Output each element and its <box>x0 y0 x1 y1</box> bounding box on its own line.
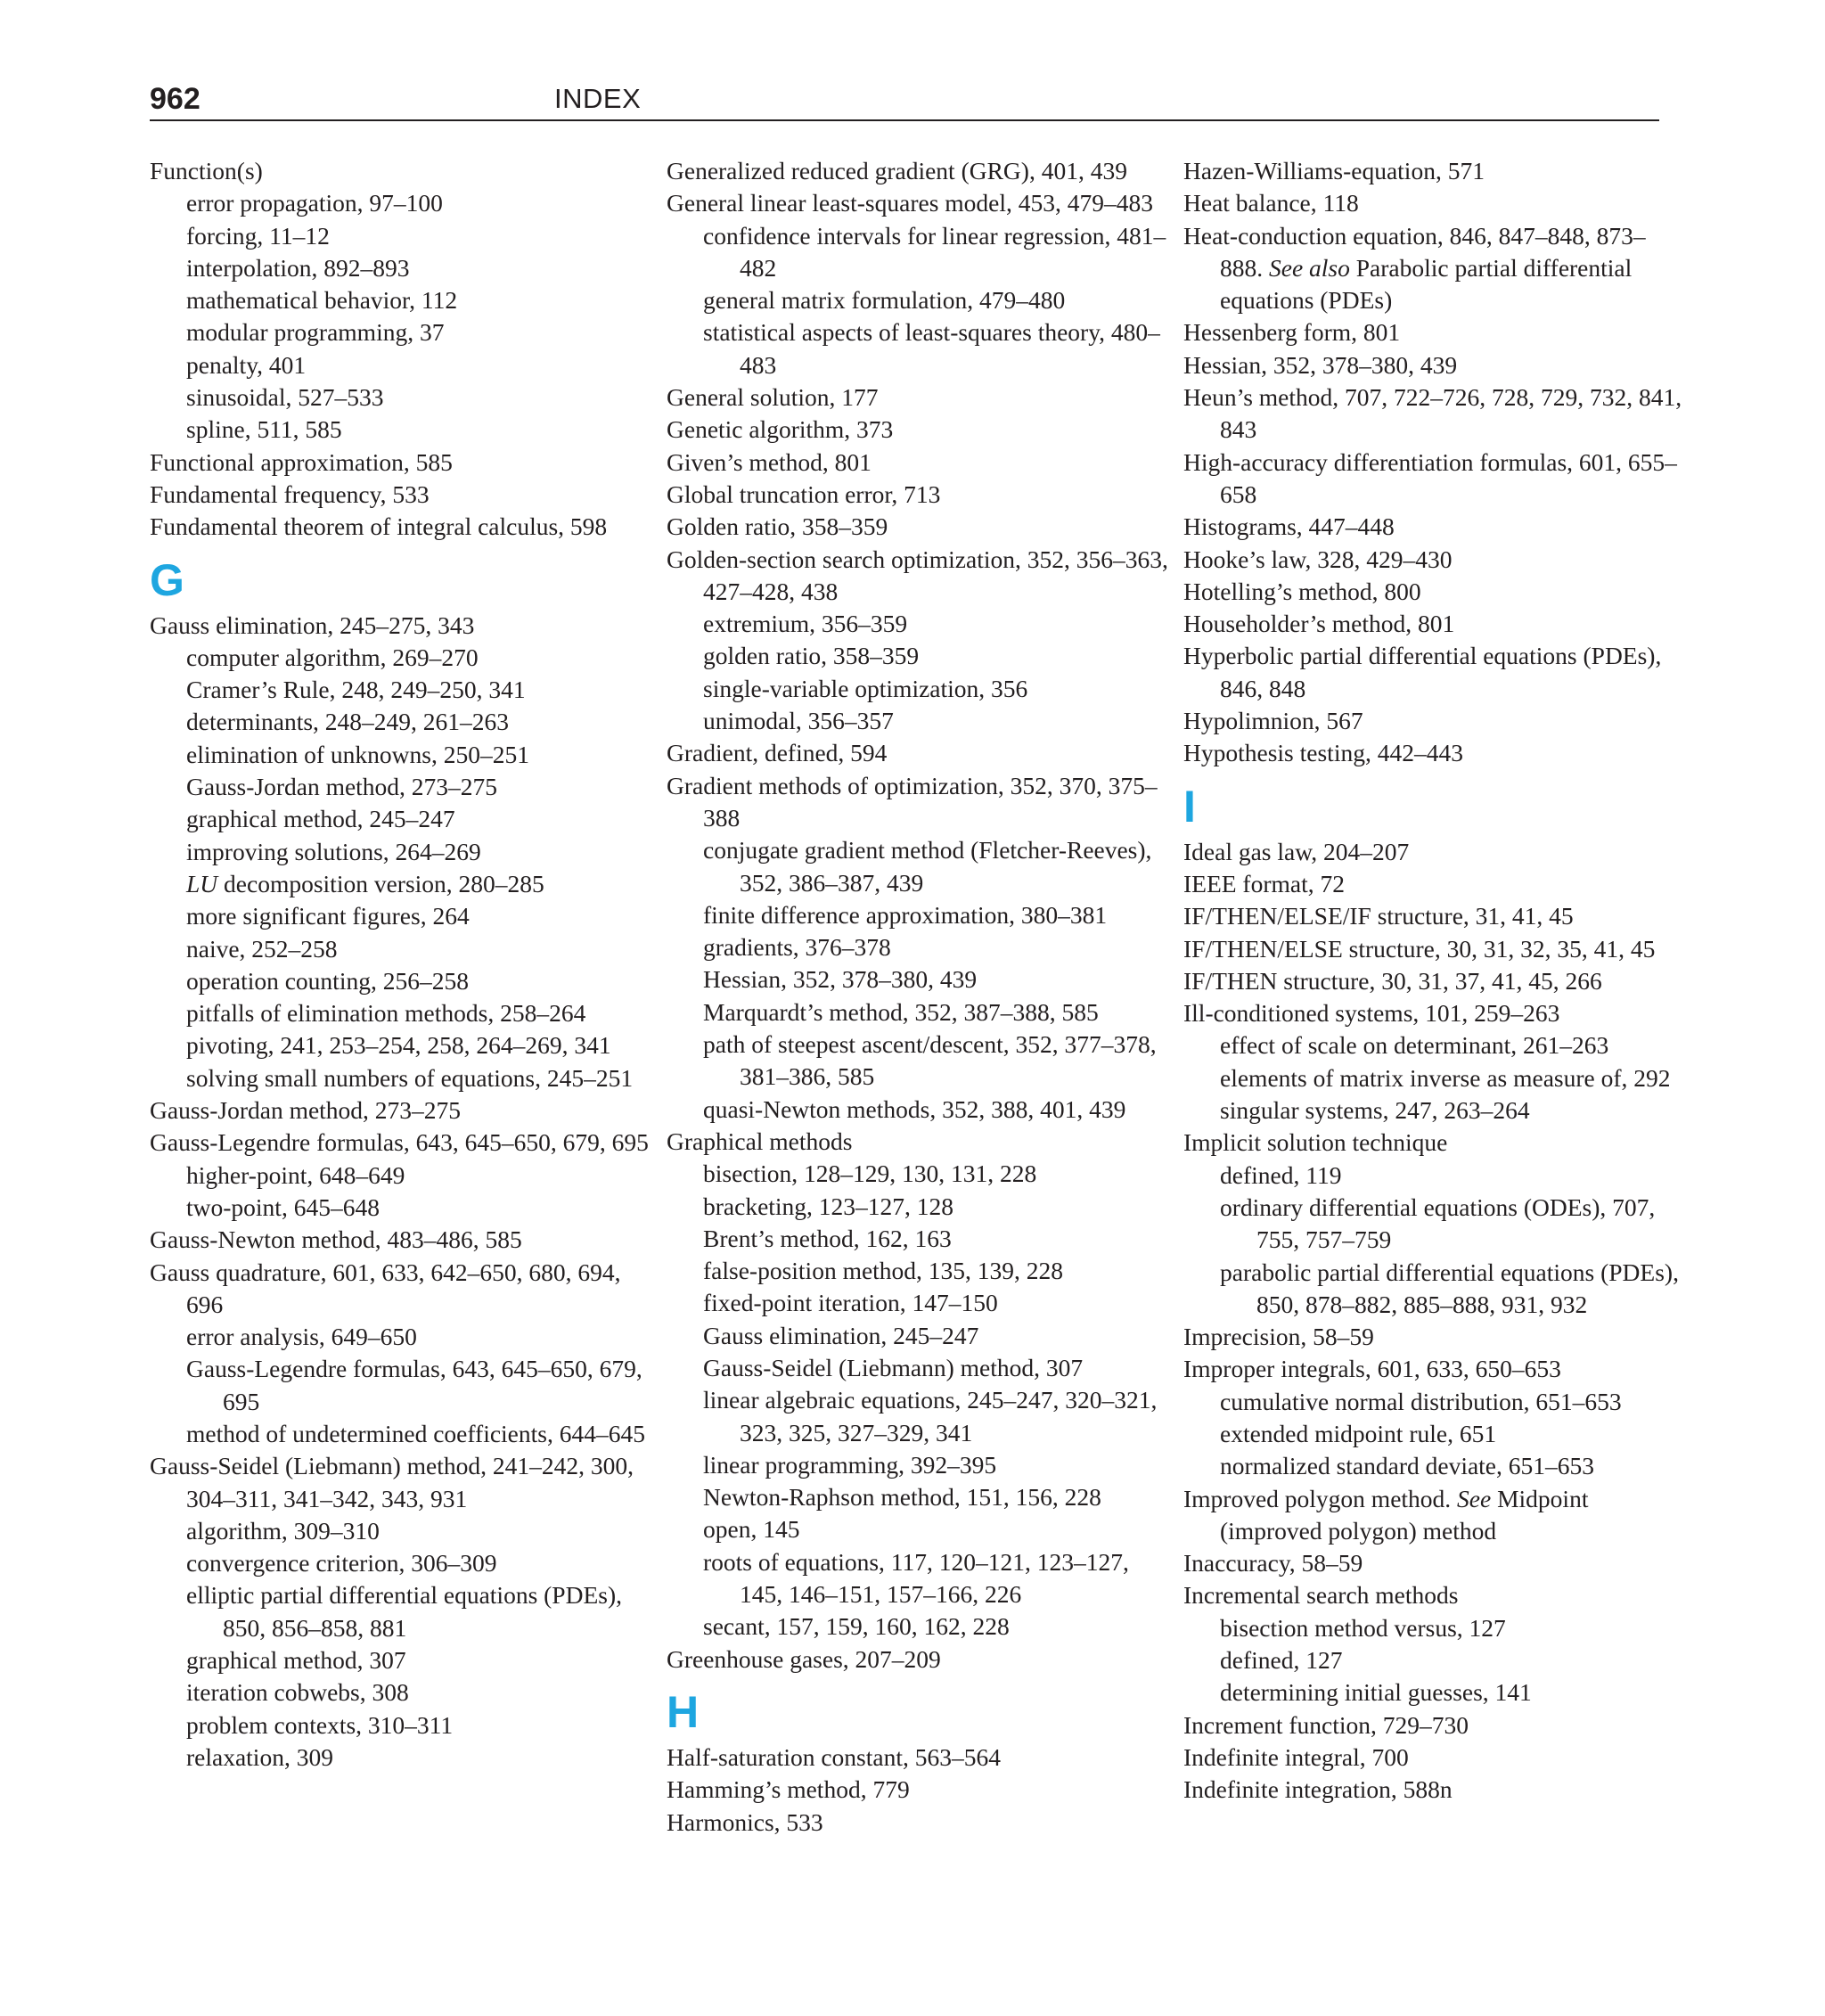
index-entry: Fundamental theorem of integral calculus, 598 <box>150 512 608 541</box>
index-entry: Hypothesis testing, 442–443 <box>1183 739 1463 767</box>
index-entry: Indefinite integral, 700 <box>1183 1742 1409 1771</box>
index-entry: Genetic algorithm, 373 <box>667 415 894 444</box>
index-subentry: relaxation, 309 <box>186 1742 333 1771</box>
entry-text: decomposition version, 280–285 <box>217 869 544 897</box>
index-subentry: convergence criterion, 306–309 <box>186 1549 497 1578</box>
index-subentry: pivoting, 241, 253–254, 258, 264–269, 341 <box>186 1031 611 1060</box>
index-entry: Histograms, 447–448 <box>1183 512 1395 541</box>
index-subentry: iteration cobwebs, 308 <box>186 1678 409 1707</box>
index-entry: Heun’s method, 707, 722–726, 728, 729, 732, 841, 843 <box>1183 383 1682 444</box>
index-entry: Golden ratio, 358–359 <box>667 512 888 541</box>
index-entry: Gauss-Legendre formulas, 643, 645–650, 679, 695 <box>150 1128 649 1157</box>
index-subentry: graphical method, 245–247 <box>186 805 455 833</box>
entry-text: Midpoint (improved polygon) method <box>1220 1484 1589 1545</box>
index-entry: Gauss-Newton method, 483–486, 585 <box>150 1225 522 1254</box>
index-subentry: secant, 157, 159, 160, 162, 228 <box>703 1612 1010 1641</box>
index-entry: IEEE format, 72 <box>1183 869 1345 897</box>
index-entry: Inaccuracy, 58–59 <box>1183 1549 1363 1578</box>
index-subentry: interpolation, 892–893 <box>186 253 410 282</box>
index-subentry: higher-point, 648–649 <box>186 1160 405 1189</box>
index-subentry: parabolic partial differential equations (PDEs), 850, 878–882, 885–888, 931, 932 <box>1220 1258 1679 1318</box>
index-entry: IF/THEN/ELSE/IF structure, 31, 41, 45 <box>1183 902 1574 930</box>
index-subentry: linear programming, 392–395 <box>703 1450 997 1479</box>
index-subentry: algorithm, 309–310 <box>186 1516 380 1545</box>
index-subentry: bisection, 128–129, 130, 131, 228 <box>703 1160 1037 1188</box>
index-subentry: determining initial guesses, 141 <box>1220 1678 1532 1707</box>
index-subentry: Gauss elimination, 245–247 <box>703 1321 979 1349</box>
entry-text: Parabolic partial differential equations (PDEs) <box>1220 253 1633 315</box>
index-entry: Gradient, defined, 594 <box>667 739 888 767</box>
index-entry: Incremental search methods <box>1183 1581 1459 1610</box>
index-subentry: Gauss-Seidel (Liebmann) method, 307 <box>703 1353 1084 1381</box>
index-entry: Hessenberg form, 801 <box>1183 318 1401 347</box>
index-subentry: cumulative normal distribution, 651–653 <box>1220 1387 1622 1415</box>
index-subentry: Gauss-Jordan method, 273–275 <box>186 773 498 801</box>
index-subentry: mathematical behavior, 112 <box>186 286 458 315</box>
index-entry: Heat balance, 118 <box>1183 189 1359 217</box>
index-entry: Half-saturation constant, 563–564 <box>667 1742 1001 1771</box>
index-entry: Greenhouse gases, 207–209 <box>667 1644 941 1673</box>
italic-text: See <box>1457 1484 1492 1512</box>
index-subentry: effect of scale on determinant, 261–263 <box>1220 1031 1609 1060</box>
index-subentry: Newton-Raphson method, 151, 156, 228 <box>703 1483 1101 1512</box>
page-header <box>150 78 1659 121</box>
index-subentry: method of undetermined coefficients, 644–645 <box>186 1419 645 1447</box>
index-column-1 <box>150 155 649 1774</box>
index-entry: Gauss elimination, 245–275, 343 <box>150 611 475 639</box>
index-entry: Improper integrals, 601, 633, 650–653 <box>1183 1355 1561 1383</box>
index-subentry: bisection method versus, 127 <box>1220 1613 1506 1642</box>
index-subentry: confidence intervals for linear regression, 481–482 <box>703 221 1166 282</box>
index-entry: General linear least-squares model, 453, 479–483 <box>667 189 1154 217</box>
index-subentry: normalized standard deviate, 651–653 <box>1220 1452 1595 1480</box>
index-subentry: elements of matrix inverse as measure of, 292 <box>1220 1063 1671 1092</box>
index-entry <box>1183 1483 1682 1548</box>
index-entry: Functional approximation, 585 <box>150 447 453 476</box>
index-subentry: quasi-Newton methods, 352, 388, 401, 439 <box>703 1094 1126 1123</box>
entry-text: Improved polygon method. <box>1183 1484 1458 1512</box>
index-entry: Harmonics, 533 <box>667 1807 823 1836</box>
index-subentry: false-position method, 135, 139, 228 <box>703 1257 1064 1285</box>
index-entry: Indefinite integration, 588n <box>1183 1775 1453 1804</box>
index-subentry: path of steepest ascent/descent, 352, 377–378, 381–386, 585 <box>703 1030 1157 1091</box>
index-entry: Fundamental frequency, 533 <box>150 479 430 508</box>
index-subentry: bracketing, 123–127, 128 <box>703 1192 954 1220</box>
index-subentry: two-point, 645–648 <box>186 1192 380 1221</box>
index-subentry: forcing, 11–12 <box>186 221 330 250</box>
index-subentry: computer algorithm, 269–270 <box>186 643 479 671</box>
index-subentry: general matrix formulation, 479–480 <box>703 286 1066 315</box>
index-subentry: statistical aspects of least-squares theory, 480–483 <box>703 318 1160 379</box>
index-subentry: error propagation, 97–100 <box>186 189 443 217</box>
index-entry: Function(s) <box>150 157 263 184</box>
italic-text: See also <box>1269 253 1350 282</box>
index-entry: Graphical methods <box>667 1127 853 1155</box>
index-entry: IF/THEN/ELSE structure, 30, 31, 32, 35, 41, 45 <box>1183 934 1656 963</box>
index-entry: High-accuracy differentiation formulas, 601, 655–658 <box>1183 447 1677 508</box>
index-entry: Ideal gas law, 204–207 <box>1183 837 1410 865</box>
index-subentry <box>150 868 649 900</box>
index-entry: Imprecision, 58–59 <box>1183 1323 1374 1351</box>
index-entry: Increment function, 729–730 <box>1183 1710 1469 1739</box>
index-entry: Hamming’s method, 779 <box>667 1775 910 1804</box>
index-subentry: operation counting, 256–258 <box>186 966 469 995</box>
index-subentry: modular programming, 37 <box>186 318 445 347</box>
index-subentry: error analysis, 649–650 <box>186 1323 417 1351</box>
section-letter: H <box>667 1686 700 1737</box>
index-subentry: solving small numbers of equations, 245–251 <box>186 1063 634 1092</box>
index-subentry: Marquardt’s method, 352, 387–388, 585 <box>703 997 1099 1026</box>
index-entry: Gradient methods of optimization, 352, 370, 375–388 <box>667 771 1158 832</box>
section-letter: I <box>1183 781 1196 832</box>
index-subentry: linear algebraic equations, 245–247, 320–321, 323, 325, 327–329, 341 <box>703 1386 1158 1446</box>
index-subentry: unimodal, 356–357 <box>703 707 894 735</box>
index-entry: Gauss quadrature, 601, 633, 642–650, 680, 694, 696 <box>150 1258 621 1318</box>
index-subentry: finite difference approximation, 380–381 <box>703 900 1108 929</box>
index-subentry: elliptic partial differential equations (PDEs), 850, 856–858, 881 <box>186 1581 622 1642</box>
index-subentry: sinusoidal, 527–533 <box>186 383 384 412</box>
index-subentry: fixed-point iteration, 147–150 <box>703 1289 998 1317</box>
index-subentry: defined, 127 <box>1220 1646 1343 1675</box>
index-column-2 <box>667 155 1174 1839</box>
index-column-3 <box>1183 155 1682 1807</box>
index-entry: Given’s method, 801 <box>667 447 872 476</box>
index-entry: Hooke’s law, 328, 429–430 <box>1183 545 1453 573</box>
index-subentry: problem contexts, 310–311 <box>186 1710 454 1739</box>
index-entry: Gauss-Jordan method, 273–275 <box>150 1096 462 1125</box>
running-head: INDEX <box>554 83 642 114</box>
index-subentry: more significant figures, 264 <box>186 902 470 930</box>
index-subentry: Cramer’s Rule, 248, 249–250, 341 <box>186 676 526 704</box>
entry-text: Heat-conduction equation, 846, 847–848, 873–888. <box>1183 221 1646 282</box>
index-entry: Golden-section search optimization, 352, 356–363, 427–428, 438 <box>667 545 1168 605</box>
index-entry <box>1183 220 1682 317</box>
index-subentry: roots of equations, 117, 120–121, 123–127, 145, 146–151, 157–166, 226 <box>703 1547 1129 1609</box>
index-entry: Global truncation error, 713 <box>667 479 941 508</box>
index-subentry: golden ratio, 358–359 <box>703 642 920 670</box>
section-letter: G <box>150 554 184 605</box>
index-subentry: spline, 511, 585 <box>186 415 342 444</box>
index-subentry: defined, 119 <box>1220 1160 1342 1189</box>
index-entry: Ill-conditioned systems, 101, 259–263 <box>1183 999 1560 1028</box>
index-subentry: Hessian, 352, 378–380, 439 <box>703 965 978 994</box>
index-entry: Gauss-Seidel (Liebmann) method, 241–242, 300, 304–311, 341–342, 343, 931 <box>150 1452 634 1512</box>
index-entry: Generalized reduced gradient (GRG), 401, 439 <box>667 157 1127 184</box>
index-entry: Hyperbolic partial differential equations (PDEs), 846, 848 <box>1183 642 1662 702</box>
index-entry: Hypolimnion, 567 <box>1183 707 1363 735</box>
index-entry: Implicit solution technique <box>1183 1128 1448 1157</box>
index-subentry: determinants, 248–249, 261–263 <box>186 708 510 736</box>
index-subentry: penalty, 401 <box>186 350 307 379</box>
index-subentry: ordinary differential equations (ODEs), 707, 755, 757–759 <box>1220 1192 1656 1254</box>
index-entry: Hessian, 352, 378–380, 439 <box>1183 350 1458 379</box>
index-subentry: single-variable optimization, 356 <box>703 674 1028 702</box>
index-subentry: elimination of unknowns, 250–251 <box>186 740 529 768</box>
page-number: 962 <box>150 82 201 116</box>
index-entry: Hazen-Williams-equation, 571 <box>1183 157 1485 184</box>
index-subentry: Brent’s method, 162, 163 <box>703 1224 952 1252</box>
index-entry: General solution, 177 <box>667 383 879 412</box>
index-subentry: open, 145 <box>703 1515 800 1544</box>
index-subentry: naive, 252–258 <box>186 934 338 963</box>
index-entry: Householder’s method, 801 <box>1183 610 1455 638</box>
index-subentry: Gauss-Legendre formulas, 643, 645–650, 679, 695 <box>186 1355 642 1415</box>
index-subentry: gradients, 376–378 <box>703 933 891 962</box>
index-subentry: pitfalls of elimination methods, 258–264 <box>186 999 586 1028</box>
index-subentry: extended midpoint rule, 651 <box>1220 1419 1497 1447</box>
index-subentry: extremium, 356–359 <box>703 610 908 638</box>
index-subentry: conjugate gradient method (Fletcher-Reeves), 352, 386–387, 439 <box>703 836 1152 897</box>
index-entry: IF/THEN structure, 30, 31, 37, 41, 45, 266 <box>1183 966 1602 995</box>
index-entry: Hotelling’s method, 800 <box>1183 577 1421 605</box>
index-subentry: graphical method, 307 <box>186 1646 406 1675</box>
index-subentry: singular systems, 247, 263–264 <box>1220 1096 1530 1125</box>
italic-text: LU <box>186 869 218 897</box>
index-subentry: improving solutions, 264–269 <box>186 837 481 865</box>
